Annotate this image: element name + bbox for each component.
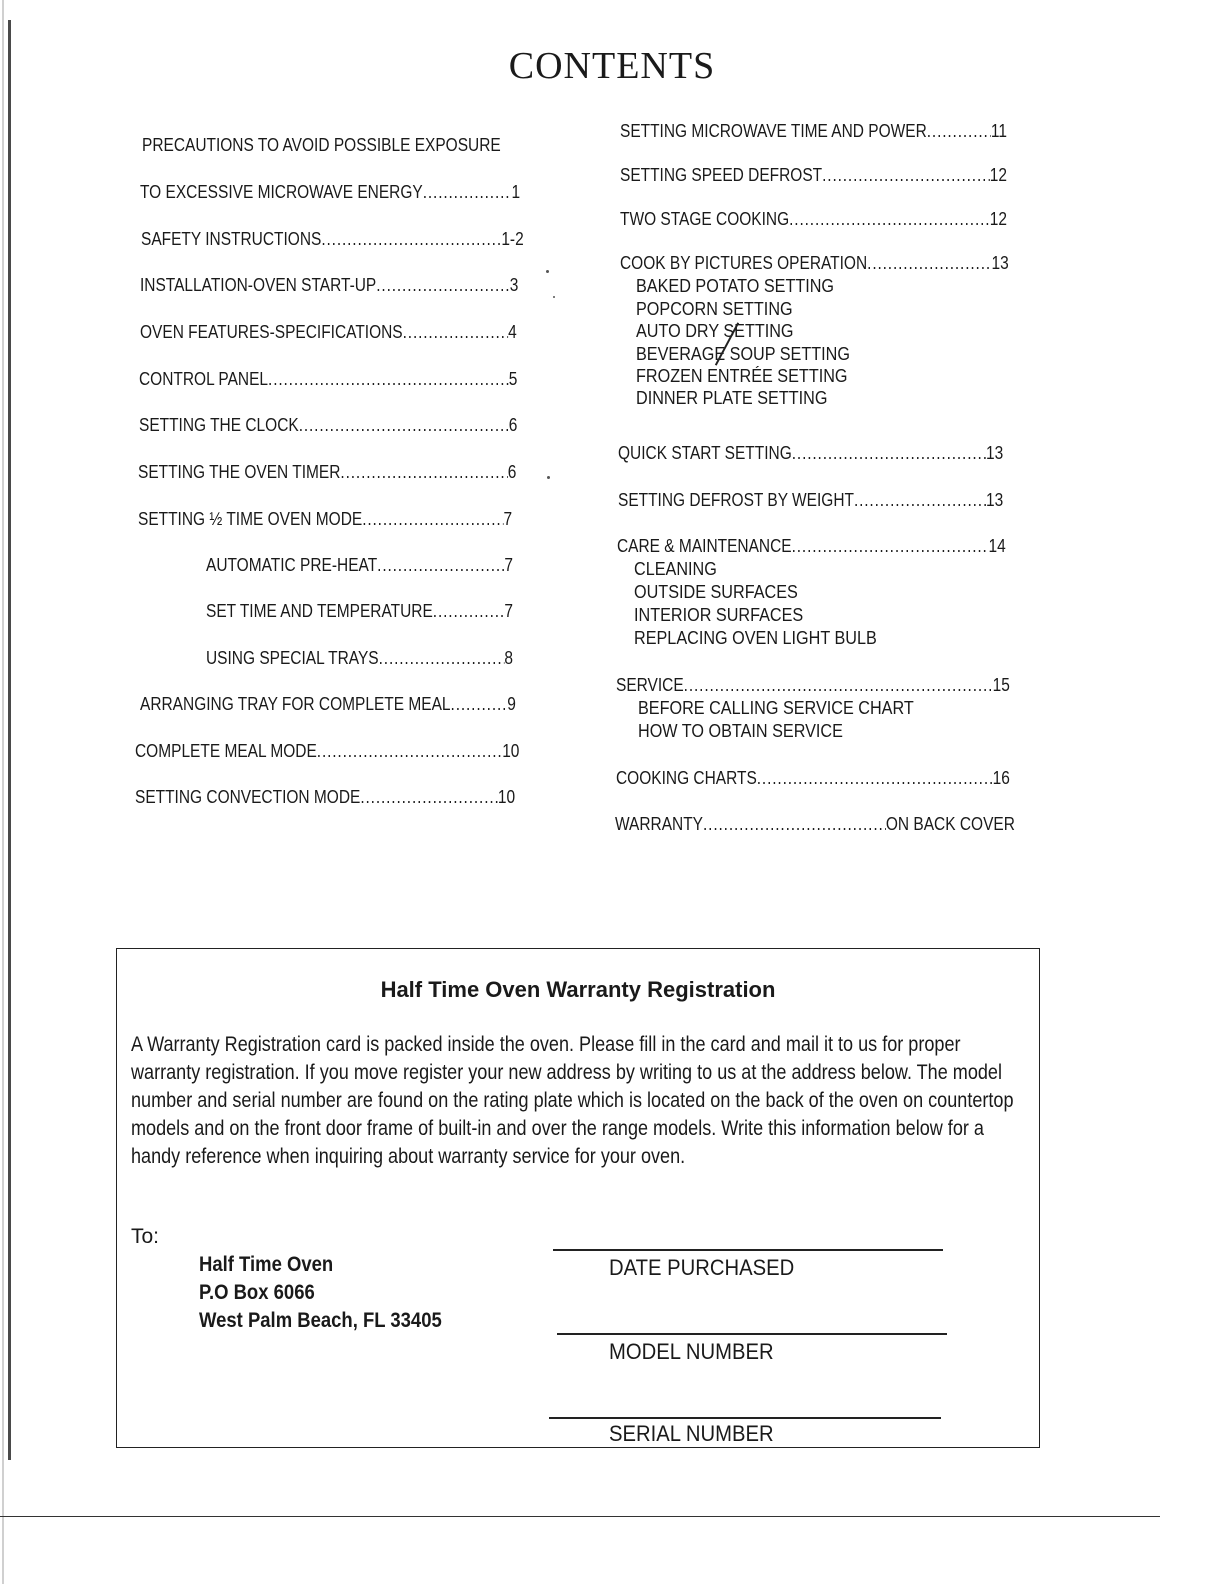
toc-entry-label: USING SPECIAL TRAYS — [206, 648, 379, 668]
serial-number-line[interactable] — [549, 1417, 941, 1419]
toc-entry-page: 16 — [992, 768, 1010, 788]
serial-number-label: SERIAL NUMBER — [609, 1421, 774, 1446]
toc-subitem: BAKED POTATO SETTING — [636, 276, 835, 296]
model-number-line[interactable] — [557, 1333, 947, 1335]
scan-binding-edge — [8, 20, 11, 1460]
toc-entry-page: 5 — [508, 369, 518, 389]
toc-entry-page: 13 — [991, 253, 1009, 273]
toc-entry-page: 3 — [509, 275, 519, 295]
toc-entry-page: 7 — [503, 509, 513, 529]
toc-entry — [620, 120, 1007, 142]
toc-entry-label: SERVICE — [616, 675, 684, 695]
model-number-label: MODEL NUMBER — [609, 1339, 774, 1364]
toc-entry — [620, 208, 1007, 230]
toc-subitem: HOW TO OBTAIN SERVICE — [638, 721, 843, 741]
scan-speck — [553, 296, 555, 298]
toc-entry-label: OVEN FEATURES-SPECIFICATIONS — [140, 322, 403, 342]
address-line: P.O Box 6066 — [199, 1281, 315, 1304]
toc-entry-page: 1-2 — [501, 229, 524, 249]
toc-entry-label: SETTING SPEED DEFROST — [620, 165, 823, 185]
toc-entry-page: 9 — [507, 694, 516, 714]
warranty-registration-box — [116, 948, 1040, 1448]
toc-entry — [140, 274, 518, 296]
scan-bottom-edge — [0, 1516, 1160, 1517]
to-label: To: — [131, 1225, 160, 1248]
toc-subitem: OUTSIDE SURFACES — [634, 582, 798, 602]
scan-speck — [546, 270, 549, 273]
toc-subitem: BEFORE CALLING SERVICE CHART — [638, 698, 914, 718]
toc-entry-label: SETTING DEFROST BY WEIGHT — [618, 490, 854, 510]
toc-subentry — [206, 554, 513, 576]
scan-edge — [2, 0, 4, 1584]
toc-entry-page: 8 — [504, 648, 514, 668]
scan-speck — [547, 476, 550, 479]
toc-entry — [135, 740, 519, 762]
toc-entry-page: 10 — [502, 741, 520, 761]
toc-entry — [618, 489, 1003, 511]
toc-entry-label: SETTING MICROWAVE TIME AND POWER — [620, 121, 927, 141]
toc-entry-label: TO EXCESSIVE MICROWAVE ENERGY — [140, 182, 423, 202]
address-line: Half Time Oven — [199, 1253, 334, 1276]
toc-entry — [135, 786, 515, 808]
toc-entry-page: ON BACK COVER — [885, 814, 1015, 834]
registration-body: A Warranty Registration card is packed inside the oven. Please fill in the card and mail it to us for proper warranty registration. If you move register your new address by writing to us at the address below. The model number and serial number are found on the rating plate which is located on the back of the oven on countertop models and on the front door frame of built-in and over the range models. Write this information below for a handy reference when inquiring about warranty service for your oven. — [131, 1033, 1014, 1168]
toc-entry-page: 13 — [986, 443, 1004, 463]
toc-subitem: FROZEN ENTRÉE SETTING — [636, 366, 848, 386]
toc-entry — [138, 461, 516, 483]
toc-subitem: REPLACING OVEN LIGHT BULB — [634, 628, 877, 648]
toc-subentry — [206, 647, 513, 669]
toc-entry-label: SETTING ½ TIME OVEN MODE — [138, 509, 363, 529]
toc-entry-page: 1 — [511, 182, 521, 202]
address-line: West Palm Beach, FL 33405 — [199, 1309, 442, 1332]
toc-entry-label: SETTING THE OVEN TIMER — [138, 462, 341, 482]
toc-entry-page: 15 — [992, 675, 1010, 695]
toc-entry-page: 14 — [988, 536, 1006, 556]
toc-entry-label: CARE & MAINTENANCE — [617, 536, 792, 556]
toc-entry-label: SETTING THE CLOCK — [139, 415, 299, 435]
toc-entry-page: 11 — [990, 121, 1007, 141]
toc-entry-page: 7 — [504, 601, 514, 621]
toc-subitem: BEVERAGE SOUP SETTING — [636, 344, 850, 364]
toc-entry-label: QUICK START SETTING — [618, 443, 792, 463]
toc-entry-label: COOK BY PICTURES OPERATION — [620, 253, 868, 273]
page-title: CONTENTS — [508, 45, 716, 87]
toc-entry-label: AUTOMATIC PRE-HEAT — [206, 555, 378, 575]
toc-entry-label: SAFETY INSTRUCTIONS — [141, 229, 322, 249]
toc-entry — [616, 674, 1010, 696]
toc-entry-label: WARRANTY — [615, 814, 704, 834]
toc-entry — [620, 164, 1007, 186]
toc-entry — [140, 181, 520, 203]
toc-subitem: DINNER PLATE SETTING — [636, 388, 828, 408]
toc-entry-page: 10 — [497, 787, 516, 807]
toc-entry-page: 4 — [508, 322, 517, 342]
toc-entry — [140, 693, 516, 715]
toc-entry-page: 6 — [507, 462, 517, 482]
toc-entry — [138, 508, 512, 530]
toc-subitem: AUTO DRY SETTING — [636, 321, 794, 341]
toc-subitem: INTERIOR SURFACES — [634, 605, 804, 625]
toc-entry — [617, 535, 1006, 557]
toc-entry-page: 12 — [989, 165, 1007, 185]
toc-entry — [616, 767, 1010, 789]
toc-entry — [139, 414, 517, 436]
date-purchased-line[interactable] — [553, 1249, 943, 1251]
toc-entry-label: SETTING CONVECTION MODE — [135, 787, 361, 807]
toc-entry — [139, 368, 517, 390]
toc-entry-label: INSTALLATION-OVEN START-UP — [140, 275, 377, 295]
toc-entry — [620, 252, 1009, 274]
toc-entry — [140, 321, 517, 343]
toc-entry — [615, 813, 1015, 835]
toc-subitem: POPCORN SETTING — [636, 299, 793, 319]
toc-subitem: CLEANING — [634, 559, 717, 579]
toc-entry-label: SET TIME AND TEMPERATURE — [206, 601, 433, 621]
date-purchased-label: DATE PURCHASED — [609, 1255, 795, 1280]
toc-entry-page: 12 — [989, 209, 1007, 229]
toc-entry-label: TWO STAGE COOKING — [620, 209, 790, 229]
toc-entry-page: 13 — [986, 490, 1004, 510]
toc-entry-label: COMPLETE MEAL MODE — [135, 741, 317, 761]
toc-entry — [141, 228, 524, 250]
toc-subentry — [206, 600, 513, 622]
toc-entry-label: PRECAUTIONS TO AVOID POSSIBLE EXPOSURE — [142, 135, 501, 155]
toc-entry-label: CONTROL PANEL — [139, 369, 269, 389]
toc-entry-page: 6 — [508, 415, 518, 435]
toc-entry — [618, 442, 1003, 464]
toc-entry-label: ARRANGING TRAY FOR COMPLETE MEAL — [140, 694, 451, 714]
registration-title: Half Time Oven Warranty Registration — [380, 977, 776, 1002]
toc-entry — [142, 134, 503, 156]
toc-entry-label: COOKING CHARTS — [616, 768, 757, 788]
toc-entry-page: 7 — [504, 555, 514, 575]
